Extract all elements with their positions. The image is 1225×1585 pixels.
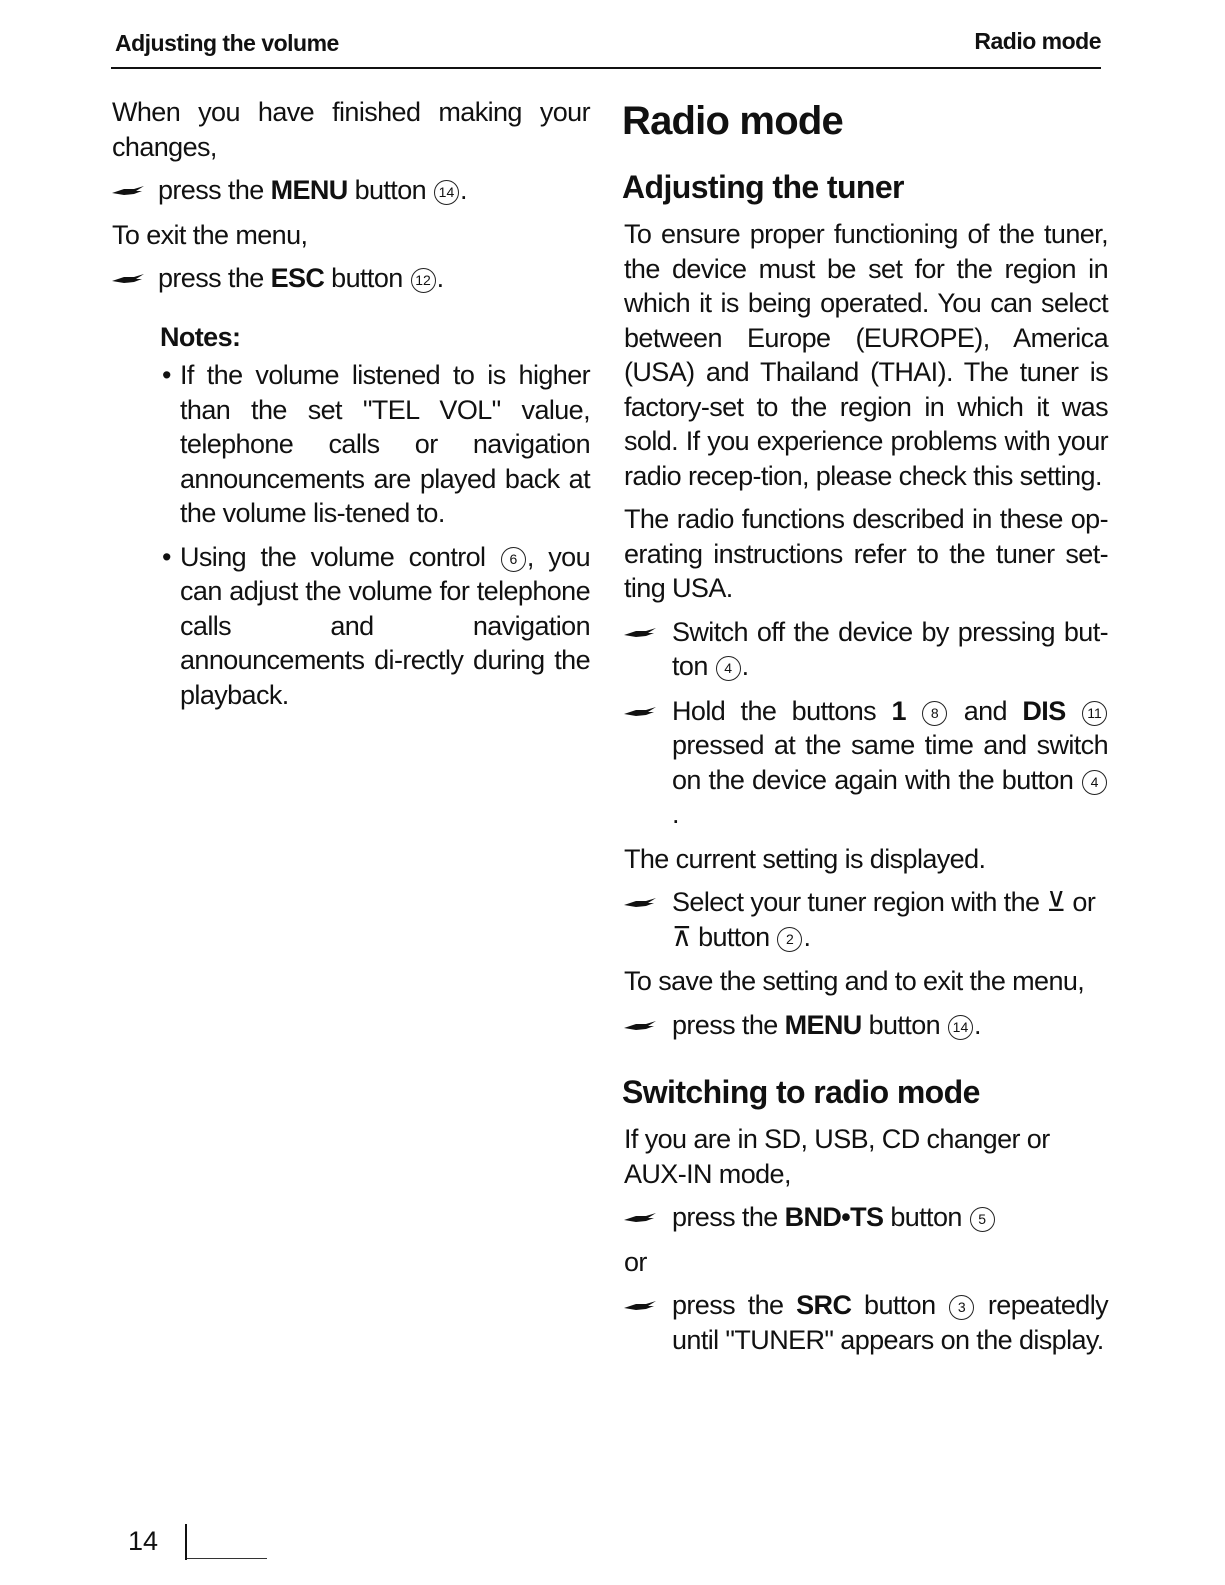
pointing-hand-icon (624, 1020, 656, 1032)
callout-number: 3 (949, 1295, 974, 1320)
page-title: Radio mode (622, 99, 843, 143)
pointing-hand-icon (624, 1212, 656, 1224)
note-item (160, 358, 590, 531)
callout-number: 4 (1082, 770, 1107, 795)
bullet-icon: • (162, 541, 171, 572)
step-text: button (324, 263, 403, 293)
punctuation: . (672, 799, 679, 829)
step-text: Select your tuner region with the (672, 887, 1047, 917)
step-text: and (948, 695, 1023, 726)
step-text: press the (158, 263, 271, 293)
step-text: or (1065, 887, 1096, 917)
paragraph: To ensure proper functioning of the tuner, the device must be set for the region in which it is being operated. You can select between Europe (EUROPE), America (USA) and Thailand (THAI). The tuner is factory-set to the region in which it was sold. If you experience problems with your radio recep-tion, please check this setting. (624, 219, 1108, 491)
instruction-step (112, 261, 590, 296)
pointing-hand-icon (624, 706, 656, 718)
callout-number: 2 (777, 927, 802, 952)
section-heading: Switching to radio mode (622, 1074, 980, 1110)
running-header-right: Radio mode (974, 28, 1101, 54)
callout-number: 14 (434, 180, 459, 205)
button-name: ESC (270, 263, 325, 293)
up-arrow-icon: ⊼ (672, 921, 692, 952)
step-text: button (883, 1202, 962, 1232)
step-text: press the (672, 1202, 785, 1232)
right-column (624, 95, 1108, 1367)
callout-number: 8 (922, 701, 947, 726)
punctuation: . (973, 1009, 981, 1040)
note-text: Using the volume control (180, 541, 486, 572)
notes-title: Notes: (160, 321, 241, 352)
step-text: button (861, 1009, 941, 1040)
note-text: If the volume listened to is higher than the set "TEL VOL" value, telephone calls or navigation announcements are played back at the volume lis-tened to. (180, 360, 590, 528)
step-text: pressed at the same time and switch on the device again with the button (672, 730, 1108, 795)
paragraph: If you are in SD, USB, CD changer or AUX-IN mode, (624, 1124, 1050, 1189)
paragraph: To save the setting and to exit the menu, (624, 966, 1085, 996)
step-text: Switch off the device by pressing but-ton (672, 616, 1108, 681)
punctuation: . (436, 263, 444, 293)
intro-text: When you have finished making your changes, (112, 97, 590, 162)
punctuation: . (459, 175, 467, 205)
callout-number: 14 (948, 1015, 973, 1040)
section-heading: Adjusting the tuner (622, 169, 904, 205)
button-name: MENU (784, 1009, 862, 1040)
instruction-step (624, 1008, 1108, 1043)
step-text: button (347, 175, 427, 205)
paragraph: The current setting is displayed. (624, 843, 986, 874)
pointing-hand-icon (624, 897, 656, 909)
step-text: repeatedly until "TUNER" appears on the display. (672, 1290, 1108, 1355)
button-name: 1 (891, 695, 906, 726)
step-text: press the (158, 175, 271, 205)
callout-number: 6 (501, 547, 526, 572)
button-name: SRC (796, 1290, 852, 1320)
punctuation: . (803, 921, 811, 952)
button-name: MENU (270, 175, 348, 205)
button-name: BND•TS (784, 1202, 884, 1232)
instruction-step (624, 1288, 1108, 1357)
step-text: button (691, 921, 770, 952)
or-text: or (624, 1246, 647, 1277)
instruction-step (624, 694, 1108, 832)
paragraph: The radio functions described in these op-erating instructions refer to the tuner set-ting USA. (624, 504, 1108, 603)
pointing-hand-icon (112, 273, 144, 285)
pointing-hand-icon (112, 185, 144, 197)
note-text: , you can adjust the volume for telephone calls and navigation announcements di-rectly during the playback. (180, 541, 591, 710)
instruction-step (112, 173, 590, 208)
notes-box (160, 320, 590, 713)
footer-rule (187, 1558, 267, 1559)
step-text: press the (672, 1290, 797, 1320)
callout-number: 5 (970, 1207, 995, 1232)
instruction-step (624, 1200, 1108, 1235)
punctuation: . (741, 651, 749, 681)
step-text: button (851, 1290, 949, 1320)
instruction-step (624, 615, 1108, 684)
header-rule (111, 67, 1101, 69)
step-text: press the (672, 1009, 785, 1040)
callout-number: 12 (411, 268, 436, 293)
exit-text: To exit the menu, (112, 219, 308, 250)
page-number-divider (185, 1524, 187, 1560)
callout-number: 4 (716, 656, 741, 681)
instruction-step (624, 885, 1108, 954)
pointing-hand-icon (624, 1300, 656, 1312)
callout-number: 11 (1082, 701, 1107, 726)
note-item (160, 540, 590, 713)
down-arrow-icon: ⊻ (1046, 887, 1066, 917)
step-text: Hold the buttons (672, 695, 892, 726)
button-name: DIS (1022, 695, 1066, 726)
pointing-hand-icon (624, 627, 656, 639)
bullet-icon: • (162, 360, 171, 390)
left-column (112, 95, 590, 721)
page-number: 14 (128, 1526, 159, 1556)
running-header-left: Adjusting the volume (115, 30, 339, 56)
